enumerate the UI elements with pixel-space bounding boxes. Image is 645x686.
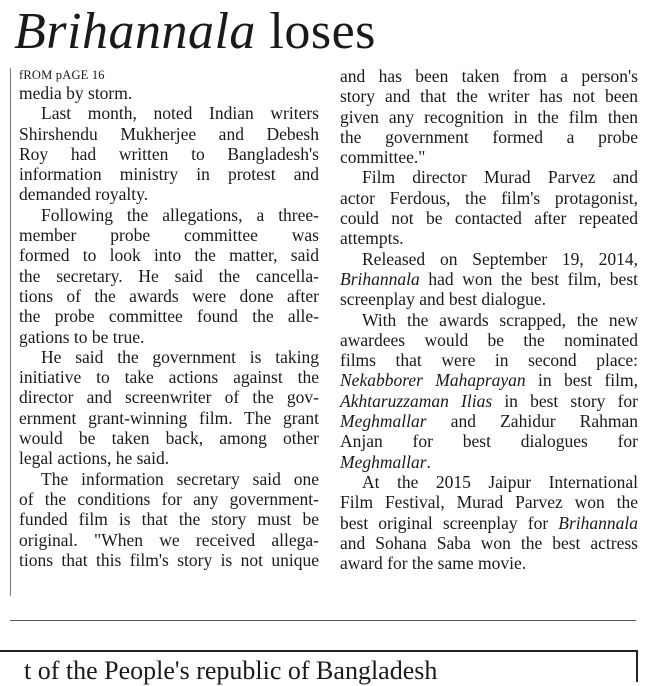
text-run: At the 2015 Jaipur International	[362, 471, 638, 492]
text-line: the secretary. He said the cancella-	[19, 265, 319, 286]
text-line	[340, 289, 638, 309]
text-line	[340, 452, 638, 472]
right-column	[340, 66, 638, 573]
text-line: original. "When we received allega-	[19, 529, 319, 550]
text-line	[340, 472, 638, 492]
text-line: information ministry in protest and	[19, 164, 319, 185]
text-line	[340, 330, 638, 350]
left-column-lines	[19, 83, 319, 570]
italic-title: Meghmallar	[340, 411, 427, 432]
text-line: formed to look into the matter, said	[19, 245, 319, 266]
italic-title: Brihannala	[558, 512, 638, 533]
text-run: in best film,	[525, 370, 639, 391]
text-run: in best story for	[492, 390, 638, 411]
text-line	[340, 228, 638, 248]
text-line: would be taken back, among other	[19, 428, 319, 449]
text-line	[340, 370, 638, 390]
text-line: initiative to take actions against the	[19, 367, 319, 388]
text-run: attempts.	[340, 228, 404, 249]
headline-italic: Brihannala	[14, 3, 256, 60]
text-line: director and screenwriter of the gov-	[19, 387, 319, 408]
text-line: Following the allegations, a three-	[41, 204, 319, 225]
text-line	[340, 269, 638, 289]
text-line	[340, 431, 638, 451]
italic-title: Nekabborer Mahaprayan	[340, 370, 526, 391]
next-article-cut-text: t of the People's republic of Bangladesh	[24, 656, 438, 685]
text-line: gations to be true.	[19, 326, 145, 347]
text-line: media by storm.	[19, 83, 133, 103]
text-line: demanded royalty.	[19, 184, 149, 205]
italic-title: Akhtaruzzaman Ilias	[340, 390, 493, 411]
text-line	[340, 492, 638, 512]
text-run: and Zahidur Rahman	[426, 411, 638, 432]
text-run: Film Festival, Murad Parvez won the	[340, 492, 638, 513]
text-run: actor Ferdous, the film's protagonist,	[340, 187, 638, 208]
text-run: the government formed a probe	[340, 126, 638, 147]
text-line	[340, 249, 638, 269]
text-line: tions of the awards were done after	[19, 285, 319, 306]
text-line	[340, 147, 638, 167]
jump-label: fROM pAGE 16	[19, 68, 105, 82]
text-line: of the conditions for any government-	[19, 488, 319, 509]
text-run: Released on September 19, 2014,	[362, 248, 638, 269]
text-run: and has been taken from a person's	[340, 66, 638, 86]
text-line	[340, 66, 638, 86]
text-line	[340, 553, 638, 573]
text-run: award for the same movie.	[340, 553, 527, 574]
text-line	[340, 107, 638, 127]
text-run: and Sohana Saba won the best actress	[340, 532, 638, 553]
text-run: story and that the writer has not been	[340, 86, 638, 107]
text-line: legal actions, he said.	[19, 448, 170, 469]
text-line	[340, 86, 638, 106]
text-line	[340, 411, 638, 431]
text-line: Last month, noted Indian writers	[41, 103, 319, 124]
text-line: tions that this film's story is not unique	[19, 549, 319, 570]
text-line: ernment grant-winning film. The grant	[19, 407, 319, 428]
text-line: The information secretary said one	[41, 468, 319, 489]
bottom-rule	[10, 620, 636, 621]
left-column	[19, 66, 319, 570]
italic-title: Meghmallar	[340, 451, 427, 472]
text-run: Anjan for best dialogues for	[340, 431, 638, 452]
text-run: With the awards scrapped, the new	[362, 309, 638, 330]
text-run: awardees would be the nominated	[340, 329, 638, 350]
text-line	[340, 188, 638, 208]
text-line: Roy had written to Bangladesh's	[19, 143, 319, 164]
right-column-lines	[340, 66, 638, 573]
text-line	[340, 127, 638, 147]
text-line	[340, 350, 638, 370]
text-line	[340, 310, 638, 330]
text-line: funded film is that the story must be	[19, 509, 319, 530]
text-line	[340, 208, 638, 228]
text-line	[340, 167, 638, 187]
text-line: He said the government is taking	[41, 346, 319, 367]
italic-title: Brihannala	[340, 268, 420, 289]
text-line	[340, 391, 638, 411]
text-run: screenplay and best dialogue.	[340, 289, 547, 310]
text-run: best original screenplay for	[340, 512, 559, 533]
headline	[14, 2, 376, 62]
text-line	[340, 513, 638, 533]
column-rule	[10, 68, 11, 596]
text-line: the probe committee found the alle-	[19, 306, 319, 327]
text-line: member probe committee was	[19, 225, 319, 246]
text-run: committee."	[340, 147, 426, 168]
headline-rest: loses	[255, 3, 376, 60]
text-run: had won the best film, best	[419, 268, 638, 289]
text-line: Shirshendu Mukherjee and Debesh	[19, 123, 319, 144]
text-line	[340, 533, 638, 553]
text-run: could not be contacted after repeated	[340, 208, 638, 229]
text-run: .	[426, 451, 431, 472]
text-run: given any recognition in the film then	[340, 106, 638, 127]
text-run: films that were in second place:	[340, 350, 638, 371]
text-run: Film director Murad Parvez and	[362, 167, 638, 188]
